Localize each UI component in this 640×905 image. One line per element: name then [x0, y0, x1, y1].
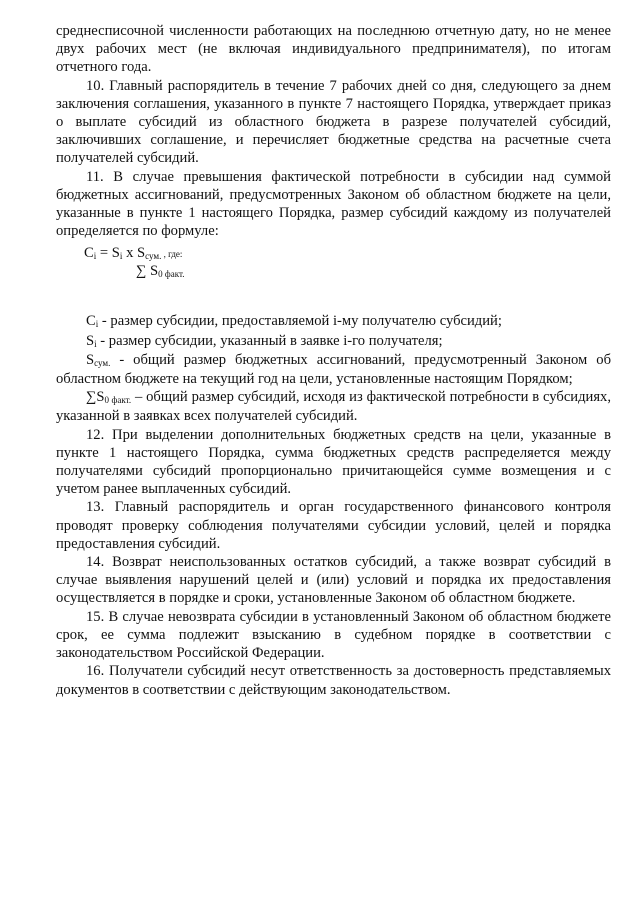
def-sum-symbol: S [86, 351, 95, 368]
formula-eq: = S [96, 245, 120, 262]
def-c-sub: i [95, 319, 99, 330]
paragraph-12: 12. При выделении дополнительных бюджетных средств на цели, указанные в пункте 1 настоящего Порядка, сумма бюджетных средств распределяется между получателями субсидий пропорционально причитающейся сумме возмещения и с учетом ранее выплаченных субсидий. [56, 426, 611, 498]
def-c-symbol: C [86, 313, 96, 330]
formula-denominator [136, 262, 185, 281]
paragraph-10: 10. Главный распорядитель в течение 7 рабочих дней со дня, следующего за днем заключения соглашения, указанного в пункте 7 настоящего Порядка, утверждает приказ о выплате субсидий из областного бюджета в разрезе получателей субсидий, заключивших соглашение, и перечисляет бюджетные средства на расчетные счета получателей субсидий. [56, 77, 611, 167]
def-sum-sub: сум. [94, 357, 111, 368]
formula [56, 244, 611, 298]
formula-c: C [84, 245, 94, 262]
def-s-symbol: S [86, 332, 95, 349]
formula-numerator [84, 244, 182, 263]
def-total-symbol: ∑S [86, 389, 105, 406]
paragraph-16: 16. Получатели субсидий несут ответственность за достоверность представляемых документов в соответствии с действующим законодательством. [56, 663, 611, 698]
formula-s-sub: i [119, 251, 123, 262]
def-c-text: - размер субсидии, предоставляемой i-му получателю субсидий; [98, 313, 502, 330]
def-sum-text: - общий размер бюджетных ассигнований, предусмотренный Законом об областном бюджете на текущий год на цели, установленные настоящим Порядком; [56, 351, 611, 388]
formula-sum-sub: сум. [145, 251, 162, 262]
paragraph-13: 13. Главный распорядитель и орган государственного финансового контроля проводят проверку соблюдения получателями субсидии условий, целей и порядка предоставления субсидий. [56, 499, 611, 552]
paragraph-14: 14. Возврат неиспользованных остатков субсидий, а также возврат субсидий в случае выявления нарушений целей и (или) условий и порядка их предоставления осуществляется в порядке и сроки, установленные Законом об областном бюджете. [56, 554, 611, 607]
formula-denom-sub: 0 факт. [158, 269, 185, 280]
paragraph-intro: среднесписочной численности работающих на последнюю отчетную дату, но не менее двух рабочих мест (не включая индивидуального предпринимателя), по итогам отчетного года. [56, 23, 611, 76]
paragraph-15: 15. В случае невозврата субсидии в установленный Законом об областном бюджете срок, ее сумма подлежит взысканию в судебном порядке в соответствии с законодательством Российской Федерации. [56, 608, 611, 662]
formula-denom: ∑ S [136, 263, 159, 280]
formula-x: x S [122, 245, 146, 262]
def-s-text: - размер субсидии, указанный в заявке i-го получателя; [96, 332, 443, 349]
definition-sum [56, 351, 611, 388]
def-s-sub: i [94, 338, 97, 349]
def-total-sub: 0 факт. [104, 395, 132, 406]
definition-total [56, 388, 611, 425]
definition-c [56, 312, 611, 331]
formula-c-sub: i [93, 251, 97, 262]
document-page [56, 22, 611, 699]
formula-where: , где: [161, 249, 183, 260]
definition-s [56, 332, 611, 351]
def-total-text: – общий размер субсидий, исходя из фактической потребности в субсидиях, указанной в заявках всех получателей субсидий. [56, 389, 611, 425]
paragraph-11: 11. В случае превышения фактической потребности в субсидии над суммой бюджетных ассигнований, предусмотренных Законом об областном бюджете на цели, указанные в пункте 1 настоящего Порядка, размер субсидий каждому из получателей определяется по формуле: [56, 168, 611, 240]
